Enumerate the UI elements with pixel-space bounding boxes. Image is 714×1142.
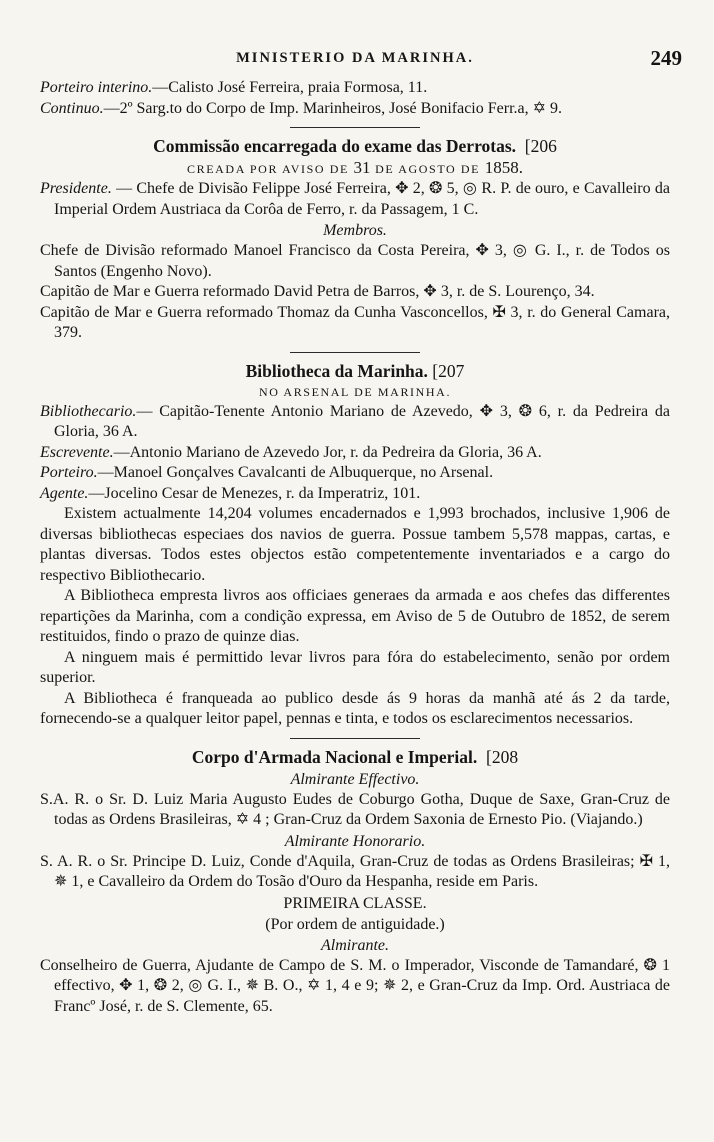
members-heading: Membros. — [323, 222, 387, 239]
entry-text: —Jocelino Cesar de Menezes, r. da Imperatriz, 101. — [88, 484, 421, 502]
running-head — [40, 44, 682, 78]
commission-heading — [40, 134, 670, 158]
section-divider — [290, 738, 420, 739]
entry-continuo — [40, 99, 670, 120]
library-staff-entry — [40, 463, 670, 484]
commission-president — [40, 179, 670, 220]
entry-label: Presidente. — [40, 180, 112, 197]
entry-text: —Manoel Gonçalves Cavalcanti de Albuquerque, no Arsenal. — [97, 464, 494, 481]
library-paragraph: A ninguem mais é permittido levar livros para fóra do estabelecimento, senão por ordem superior. — [40, 648, 670, 686]
entry-text: —Antonio Mariano de Azevedo Jor, r. da Pedreira da Gloria, 36 A. — [113, 443, 542, 461]
library-paragraph: A Bibliotheca é franqueada ao publico desde ás 9 horas da manhã até ás 2 da tarde, fornecendo-se a qualquer leitor papel, pennas e tinta, e todos os esclarecimentos necessarios. — [40, 689, 670, 727]
entry-label: Escrevente. — [40, 443, 114, 461]
member-entry: Capitão de Mar e Guerra reformado David Petra de Barros, ✥ 3, r. de S. Lourenço, 34. — [40, 283, 595, 300]
library-paragraph: A Bibliotheca empresta livros aos officiaes generaes da armada e aos chefes das differentes repartições da Marinha, com a condição expressa, em Aviso de 5 de Outubro de 1852, de serem restituidos, findo o prazo de quinze dias. — [40, 587, 670, 645]
section-number: [207 — [432, 360, 465, 381]
section-number: [206 — [524, 136, 557, 156]
section-divider — [290, 127, 420, 128]
library-staff-entry — [40, 484, 670, 505]
entry-label: Porteiro. — [40, 464, 98, 481]
page-number: 249 — [650, 46, 682, 70]
admiral-heading: Almirante. — [321, 936, 389, 954]
entry-label: Agente. — [40, 484, 89, 502]
corps-heading — [40, 745, 670, 769]
created-month: DE AGOSTO DE — [370, 162, 485, 176]
section-title: Bibliotheca da Marinha. — [245, 360, 428, 381]
library-heading — [40, 359, 670, 383]
library-paragraph: Existem actualmente 14,204 volumes encadernados e 1,993 brochados, inclusive 1,906 de diversas bibliothecas especiaes dos navios de guerra. Possue tambem 5,578 mappas, cartas, e plantas diversas. Todos estes objectos estão competentemente inventariados e a cargo do respectivo Bibliothecario. — [40, 505, 670, 584]
entry-text: —2º Sarg.to do Corpo de Imp. Marinheiros, José Bonifacio Ferr.a, ✡ 9. — [103, 99, 563, 117]
entry-label: Porteiro interino. — [40, 79, 153, 96]
effective-admiral-heading: Almirante Effectivo. — [290, 770, 420, 788]
created-text: CREADA POR AVISO DE — [187, 162, 354, 176]
member-entry: Capitão de Mar e Guerra reformado Thomaz da Cunha Vasconcellos, ✠ 3, r. do General Camara, 379. — [40, 303, 670, 341]
section-title: Corpo d'Armada Nacional e Imperial. — [191, 746, 478, 767]
honorary-admiral-heading: Almirante Honorario. — [284, 832, 426, 850]
entry-text: — Chefe de Divisão Felippe José Ferreira, ✥ 2, ❂ 5, ◎ R. P. de ouro, e Cavalleiro da Imperial Ordem Austriaca da Corôa de Ferro, r. da Passagem, 1 C. — [54, 180, 670, 218]
entry-text: — Capitão-Tenente Antonio Mariano de Azevedo, ✥ 3, ❂ 6, r. da Pedreira da Gloria, 36 A. — [54, 402, 670, 440]
class-heading: PRIMEIRA CLASSE. — [283, 894, 427, 912]
library-location: NO ARSENAL DE MARINHA. — [258, 384, 452, 399]
entry-porteiro-interino — [40, 78, 670, 99]
commission-created-line — [40, 158, 670, 179]
effective-admiral-entry: S.A. R. o Sr. D. Luiz Maria Augusto Eudes de Coburgo Gotha, Duque de Saxe, Gran-Cruz de todas as Ordens Brasileiras, ✡ 4 ; Gran-Cruz da Ordem Saxonia de Ernesto Pio. (Viajando.) — [40, 790, 670, 828]
section-title: Commissão encarregada do exame das Derrotas. — [153, 136, 517, 156]
library-staff-entry — [40, 443, 670, 464]
section-number: [208 — [486, 746, 519, 767]
entry-label: Continuo. — [40, 99, 104, 117]
library-staff-entry — [40, 402, 670, 443]
order-heading: (Por ordem de antiguidade.) — [265, 915, 445, 933]
created-year: 1858. — [484, 158, 523, 177]
admiral-entry: Conselheiro de Guerra, Ajudante de Campo de S. M. o Imperador, Visconde de Tamandaré, ❂ 1 effectivo, ✥ 1, ❂ 2, ◎ G. I., ✵ B. O., ✡ 1, 4 e 9; ✵ 2, e Gran-Cruz da Imp. Ord. Austriaca de Francº José, r. de S. Clemente, 65. — [40, 956, 670, 1015]
honorary-admiral-entry: S. A. R. o Sr. Principe D. Luiz, Conde d'Aquila, Gran-Cruz de todas as Ordens Brasileiras; ✠ 1, ✵ 1, e Cavalleiro da Ordem do Tosão d'Ouro da Hespanha, reside em Paris. — [40, 852, 670, 890]
entry-label: Bibliothecario. — [40, 402, 137, 420]
running-title: MINISTERIO DA MARINHA. — [236, 50, 474, 66]
section-divider — [290, 352, 420, 353]
member-entry: Chefe de Divisão reformado Manoel Francisco da Costa Pereira, ✥ 3, ◎ G. I., r. de Todos os Santos (Engenho Novo). — [40, 242, 670, 280]
created-day: 31 — [353, 158, 371, 177]
entry-text: —Calisto José Ferreira, praia Formosa, 11. — [152, 79, 428, 96]
